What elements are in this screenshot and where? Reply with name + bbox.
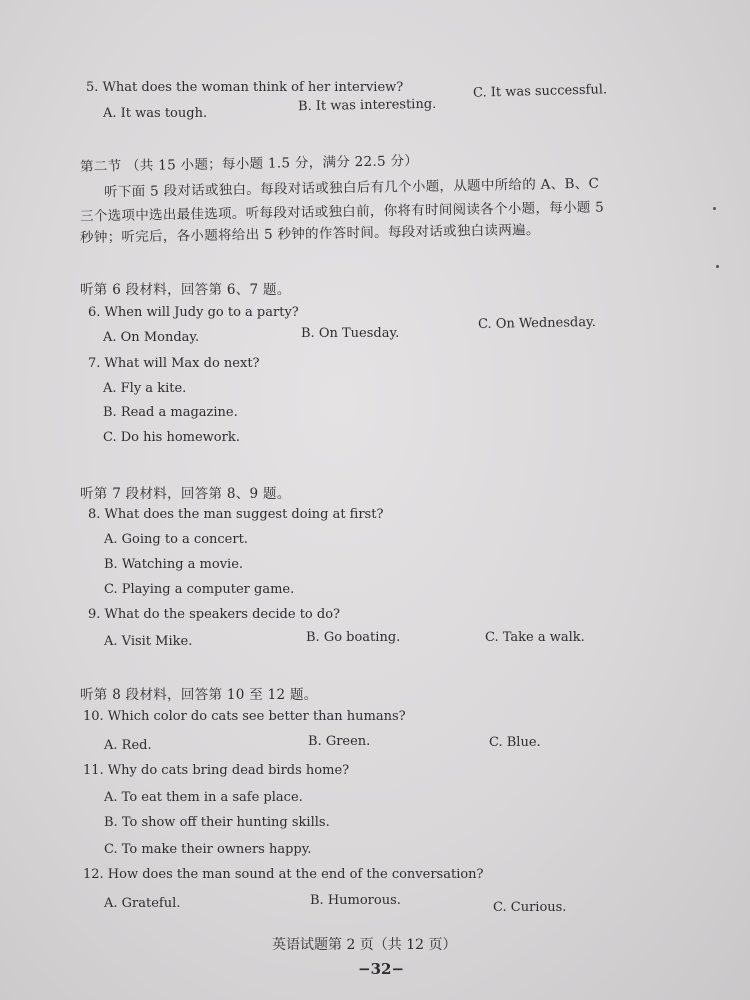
q10-option-b: B. Green. (308, 734, 371, 749)
q9-question: 9. What do the speakers decide to do? (88, 607, 341, 622)
q7-option-a: A. Fly a kite. (103, 381, 187, 396)
q12-option-b: B. Humorous. (310, 893, 401, 908)
footer-page-label: 英语试题第 2 页（共 12 页） (272, 937, 457, 953)
q9-option-c: C. Take a walk. (485, 630, 585, 645)
q9-option-b: B. Go boating. (306, 630, 401, 645)
material7-heading: 听第 7 段材料，回答第 8、9 题。 (80, 486, 291, 502)
q6-option-b: B. On Tuesday. (301, 326, 400, 341)
q11-option-a: A. To eat them in a safe place. (104, 790, 303, 805)
section2-heading: 第二节 （共 15 小题；每小题 1.5 分，满分 22.5 分） (79, 153, 419, 175)
q10-option-c: C. Blue. (489, 735, 541, 750)
q5-option-c: C. It was successful. (472, 82, 608, 101)
paper-speck (713, 207, 716, 210)
q7-question: 7. What will Max do next? (88, 356, 260, 371)
section2-instruction-3: 秒钟；听完后，各小题将给出 5 秒钟的作答时间。每段对话或独白读两遍。 (79, 221, 540, 247)
q5-option-a: A. It was tough. (103, 106, 208, 121)
q8-question: 8. What does the man suggest doing at first? (88, 507, 384, 522)
q10-option-a: A. Red. (104, 738, 152, 753)
q11-option-b: B. To show off their hunting skills. (104, 815, 330, 830)
q7-option-c: C. Do his homework. (103, 430, 240, 445)
q12-question: 12. How does the man sound at the end of the conversation? (83, 867, 484, 882)
section2-instruction-1: 听下面 5 段对话或独白。每段对话或独白后有几个小题，从题中所给的 A、B、C (103, 175, 600, 201)
footer-page-number: −32− (358, 960, 405, 978)
q11-option-c: C. To make their owners happy. (104, 842, 312, 857)
q8-option-c: C. Playing a computer game. (104, 582, 295, 597)
material8-heading: 听第 8 段材料，回答第 10 至 12 题。 (80, 687, 318, 703)
paper-speck (716, 265, 719, 268)
q6-option-c: C. On Wednesday. (477, 314, 596, 333)
q7-option-b: B. Read a magazine. (103, 405, 238, 420)
section2-instruction-2: 三个选项中选出最佳选项。听每段对话或独白前，你将有时间阅读各个小题，每小题 5 (79, 199, 605, 225)
material6-heading: 听第 6 段材料，回答第 6、7 题。 (80, 282, 291, 298)
q6-question: 6. When will Judy go to a party? (88, 305, 299, 320)
q9-option-a: A. Visit Mike. (104, 634, 193, 649)
q12-option-c: C. Curious. (493, 900, 567, 915)
q5-question: 5. What does the woman think of her interview? (86, 80, 404, 95)
q10-question: 10. Which color do cats see better than humans? (83, 709, 406, 724)
q8-option-a: A. Going to a concert. (104, 532, 248, 547)
q8-option-b: B. Watching a movie. (104, 557, 244, 572)
q5-option-b: B. It was interesting. (297, 96, 437, 115)
q12-option-a: A. Grateful. (104, 896, 181, 911)
q6-option-a: A. On Monday. (103, 330, 200, 345)
q11-question: 11. Why do cats bring dead birds home? (83, 763, 350, 778)
